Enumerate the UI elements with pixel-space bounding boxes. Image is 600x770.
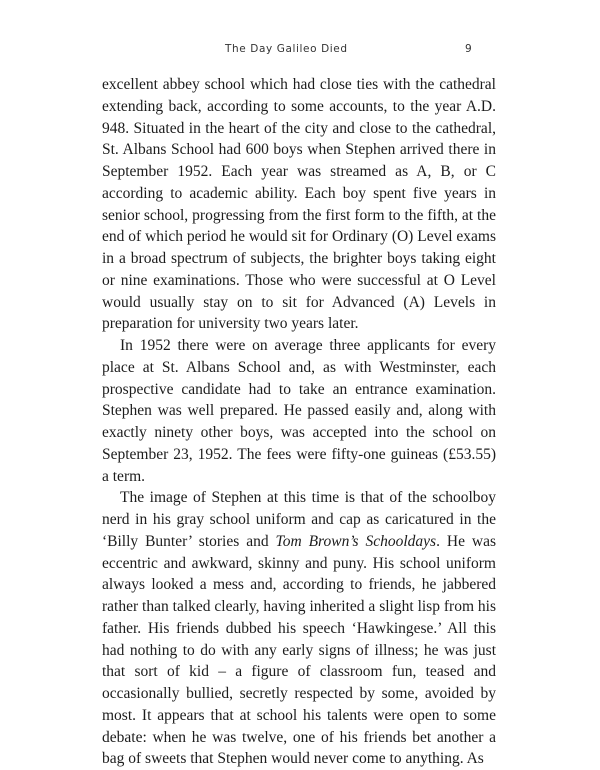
- paragraph-3-text-start: The image of Stephen at this time is that of the schoolboy nerd in his gray school uniform and cap as caricatured in the ‘Billy Bunter’ stories and: [102, 489, 496, 550]
- paragraph-3: [102, 487, 496, 770]
- running-title: The Day Galileo Died: [225, 43, 348, 55]
- book-title: Tom Brown’s Schooldays: [275, 532, 437, 550]
- page-number: 9: [465, 43, 472, 55]
- paragraph-1: excellent abbey school which had close ties with the cathedral extending back, according to some accounts, to the year A.D. 948. Situated in the heart of the city and close to the cathedral, St. Albans School had 600 boys when Stephen arrived there in September 1952. Each year was streamed as A, B, or C according to academic ability. Each boy spent five years in senior school, progressing from the first form to the fifth, at the end of which period he would sit for Ordinary (O) Level exams in a broad spectrum of subjects, the brighter boys taking eight or nine examinations. Those who were successful at O Level would usually stay on to sit for Advanced (A) Levels in preparation for university two years later.: [102, 76, 496, 333]
- running-head: [0, 43, 600, 59]
- paragraph-3-text-end: . He was eccentric and awkward, skinny and puny. His school uniform always looked a mess and, according to friends, he jabbered rather than talked clearly, having inherited a slight lisp from his father. His friends dubbed his speech ‘Hawkingese.’ All this had nothing to do with any early signs of illness; he was just that sort of kid – a figure of classroom fun, teased and occasionally bullied, secretly respected by some, avoided by most. It appears that at school his talents were open to some debate: when he was twelve, one of his friends bet another a bag of sweets that Stephen would never come to anything. As: [102, 532, 496, 768]
- body-text: [102, 74, 496, 770]
- paragraph-2: In 1952 there were on average three applicants for every place at St. Albans School and, as with Westminster, each prospective candidate had to take an entrance examination. Stephen was well prepared. He passed easily and, along with exactly ninety other boys, was accepted into the school on September 23, 1952. The fees were fifty-one guineas (£53.55) a term.: [102, 337, 496, 485]
